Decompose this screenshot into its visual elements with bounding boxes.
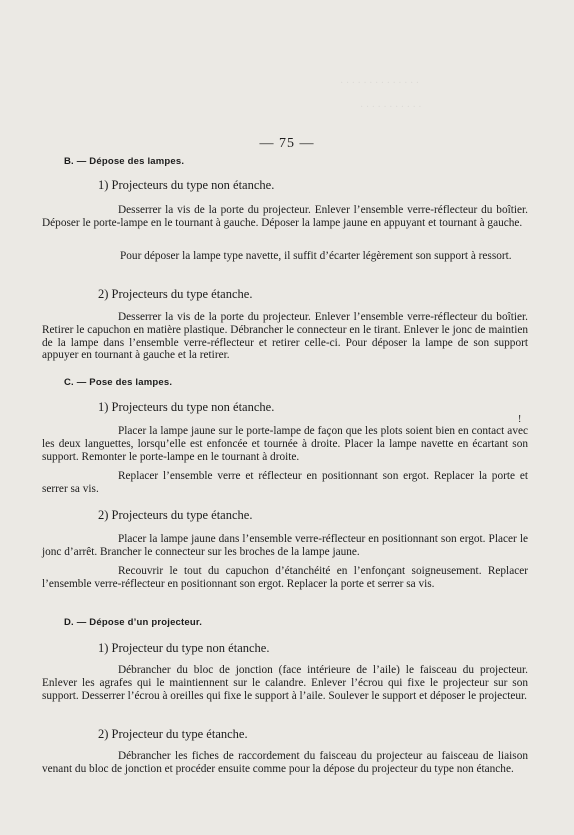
section-b-subheading-1: 1) Projecteurs du type non étanche. [98, 178, 275, 192]
page-number: — 75 — [259, 136, 315, 151]
bleed-through-text: · · · · · · · · · · · · · · [340, 78, 420, 89]
section-c-paragraph-1: Placer la lampe jaune sur le porte-lampe de façon que les plots soient bien en contact avec les deux languettes, lorsqu’elle est enfoncée et tournée à droite. Placer la lampe navette en écartant son support. Remonter le porte-lampe en le tournant à droite. [42, 425, 528, 463]
section-c-paragraph-2: Replacer l’ensemble verre et réflecteur en positionnant son ergot. Replacer la porte et serrer sa vis. [42, 470, 528, 495]
section-c-paragraph-4: Recouvrir le tout du capuchon d’étanchéité en l’enfonçant soigneusement. Replacer l’ensemble verre-réflecteur en positionnant son ergot. Replacer la porte et serrer sa vis. [42, 565, 528, 590]
section-b-paragraph-1: Desserrer la vis de la porte du projecteur. Enlever l’ensemble verre-réflecteur du boîtier. Déposer le porte-lampe en le tournant à gauche. Déposer la lampe jaune en appuyant et tournant à gauche. [42, 204, 528, 229]
section-c-heading: C. — Pose des lampes. [64, 377, 173, 388]
section-b-paragraph-2: Pour déposer la lampe type navette, il suffit d’écarter légèrement son support à ressort. [120, 250, 512, 262]
section-d-subheading-2: 2) Projecteur du type étanche. [98, 727, 248, 741]
section-d-heading: D. — Dépose d’un projecteur. [64, 617, 203, 628]
section-c-subheading-1: 1) Projecteurs du type non étanche. [98, 400, 275, 414]
section-c-paragraph-3: Placer la lampe jaune dans l’ensemble verre-réflecteur en positionnant son ergot. Placer le jonc d’arrêt. Brancher le connecteur sur les broches de la lampe jaune. [42, 533, 528, 558]
section-b-subheading-2: 2) Projecteurs du type étanche. [98, 287, 253, 301]
section-d-paragraph-1: Débrancher du bloc de jonction (face intérieure de l’aile) le faisceau du projecteur. Enlever les agrafes qui le maintiennent sur le calandre. Enlever l’écrou qui fixe le projecteur sur son support. Desserrer l’écrou à oreilles qui fixe le support à l’aile. Soulever le support et déposer le projecteur. [42, 664, 528, 702]
margin-mark: ! [518, 414, 522, 425]
section-c-subheading-2: 2) Projecteurs du type étanche. [98, 508, 253, 522]
section-b-heading: B. — Dépose des lampes. [64, 156, 185, 167]
bleed-through-text: · · · · · · · · · · · [360, 102, 422, 113]
section-b-paragraph-3: Desserrer la vis de la porte du projecteur. Enlever l’ensemble verre-réflecteur du boîtier. Retirer le capuchon en matière plastique. Débrancher le connecteur en le tirant. Enlever le jonc de maintien de la lampe dans l’ensemble verre-réflecteur et retirer celle-ci. Pour déposer la lampe de son support appuyer en tournant à gauche et la retirer. [42, 311, 528, 362]
section-d-subheading-1: 1) Projecteur du type non étanche. [98, 641, 270, 655]
section-d-paragraph-2: Débrancher les fiches de raccordement du faisceau du projecteur au faisceau de liaison venant du bloc de jonction et procéder ensuite comme pour la dépose du projecteur du type non étanche. [42, 750, 528, 775]
